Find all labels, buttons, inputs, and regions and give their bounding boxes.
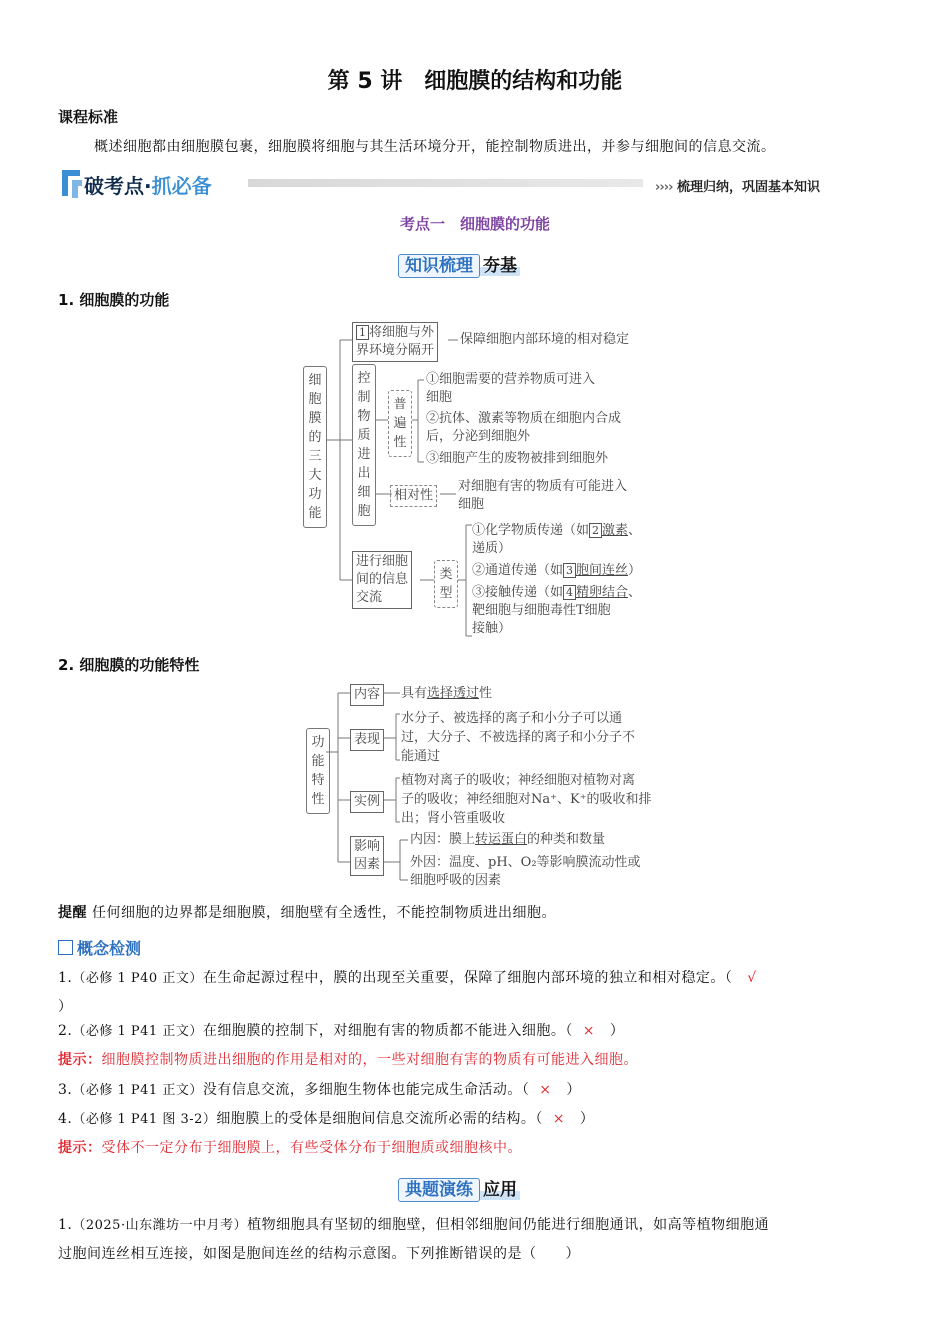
item4-close: ） [579,1111,595,1127]
question-1 [58,1211,898,1269]
sec1-root-box: 细胞膜的三大功能 [303,366,327,528]
r3-c: 出；肾小管重吸收 [401,811,506,826]
hint1-label: 提示： [58,1052,102,1068]
banner-title-b: 抓必备 [151,174,212,198]
concept-item-2 [58,1020,624,1040]
r4-1u: 转运蛋白 [475,832,528,847]
r4-1a: 内因：膜上 [410,832,476,847]
r4-box [350,836,384,876]
q1-line1: 植物细胞具有坚韧的细胞壁，但相邻细胞间仍能进行细胞通讯，如高等植物细胞通 [247,1217,770,1233]
concept-item-3 [58,1079,581,1099]
r1-pre: 具有 [401,686,428,701]
item1-num: 1. [58,970,73,986]
page-title: 第 5 讲 细胞膜的结构和功能 [327,69,623,94]
sec1-text: . 细胞膜的功能 [68,291,170,309]
hint-2 [58,1137,522,1157]
f1-b: 界环境分隔开 [356,343,435,358]
item3-mark: × [539,1082,552,1098]
concept-item-1 [58,964,898,1022]
sec2-num: 2 [58,656,69,674]
f1-desc: 保障细胞内部环境的相对稳定 [460,332,630,347]
item2-src: （必修 1 P41 正文） [72,1024,203,1039]
item2-close: ） [609,1023,625,1039]
sec1-num: 1 [58,291,69,309]
item3-num: 3. [58,1082,73,1098]
hint-1 [58,1049,638,1069]
standard-heading: 课程标准 [58,108,119,126]
item3-src: （必修 1 P41 正文） [72,1083,203,1098]
r3-b: 子的吸收；神经细胞对Na⁺、K⁺的吸收和排 [401,792,652,807]
hint2-text: 受体不一定分布于细胞膜上，有些受体分布于细胞质或细胞核中。 [101,1140,522,1156]
q1-src: （2025·山东潍坊一中月考） [72,1218,248,1233]
t3a: ③接触传递（如 [472,585,564,600]
pu1b: 细胞 [426,390,453,405]
reminder-label: 提醒 [58,905,87,921]
item1-mark: √ [747,970,757,986]
r4-1b: 的种类和数量 [527,832,606,847]
item2-num: 2. [58,1023,73,1039]
item1-text: 在生命起源过程中，膜的出现至关重要，保障了细胞内部环境的独立和相对稳定。（ [202,970,733,986]
xiang-a: 对细胞有害的物质有可能进入 [458,479,628,494]
type1-line2: 递质） [472,541,512,556]
banner-title-a: 破考点 [84,174,144,198]
lei-box: 类型 [434,560,458,608]
t2u: 胞间连丝 [576,563,629,578]
f3-a: 进行细胞 [356,554,409,569]
pu1a: ①细胞需要的营养物质可进入 [426,372,596,387]
r2-b: 过，大分子、不被选择的离子和小分子不 [401,730,636,745]
q1-num: 1. [58,1217,73,1233]
item3-text: 没有信息交流，多细胞生物体也能完成生命活动。（ [202,1082,530,1098]
t3e: 、 [628,585,642,600]
item1-src: （必修 1 P40 正文） [72,971,203,986]
hint2-label: 提示： [58,1140,102,1156]
r3-box: 实例 [350,791,384,813]
item4-mark: × [552,1111,566,1127]
f3-c: 交流 [356,590,383,605]
reminder-text: 任何细胞的边界都是细胞膜，细胞壁有全透性，不能控制物质进出细胞。 [91,905,556,921]
r2-box: 表现 [350,729,384,751]
sec2-root-box: 功能特性 [306,728,330,814]
r4-1 [410,831,605,849]
xiang-b: 细胞 [458,497,485,512]
reminder [58,902,556,922]
t3u: 精卵结合 [576,585,629,600]
r4a: 影响 [354,839,381,854]
r4b: 因素 [354,857,381,872]
kaodian-title: 考点一 细胞膜的功能 [399,215,550,233]
t1u: 激素 [602,523,629,538]
t2e: ） [628,563,642,578]
f1-num: 1 [356,325,369,340]
r1-box: 内容 [350,684,384,706]
banner-subtitle-text: 梳理归纳，巩固基本知识 [676,180,820,195]
r2-a: 水分子、被选择的离子和小分子可以通 [401,711,623,726]
r1-post: 性 [479,686,493,701]
t2a: ②通道传递（如 [472,563,564,578]
t1a: ①化学物质传递（如 [472,523,590,538]
item4-text: 细胞膜上的受体是细胞间信息交流所必需的结构。（ [216,1111,543,1127]
item2-mark: × [582,1023,595,1039]
item1-close: ） [58,999,73,1015]
tag-practice [398,1175,520,1200]
xiang-box: 相对性 [390,485,437,507]
checkbox-icon [58,940,73,955]
item3-close: ） [566,1082,581,1098]
concept-title [58,936,141,959]
tag-practice-box: 典题演练 [398,1178,480,1202]
r1-u: 选择透过 [427,686,480,701]
r2-c: 能通过 [401,749,441,764]
item4-num: 4. [58,1111,73,1127]
hint1-text: 细胞膜控制物质进出细胞的作用是相对的，一些对细胞有害的物质有可能进入细胞。 [101,1052,638,1068]
standard-text: 概述细胞都由细胞膜包裹，细胞膜将细胞与其生活环境分开，能控制物质进出，并参与细胞间的信息交流。 [94,139,776,155]
pu-box: 普遍性 [388,390,412,457]
t2n: 3 [563,563,576,578]
tag-knowledge-tail: 夯基 [480,256,520,276]
item2-text: 在细胞膜的控制下，对细胞有害的物质都不能进入细胞。（ [202,1023,573,1039]
concept-item-4 [58,1108,594,1128]
f1-a: 将细胞与外 [369,325,435,340]
tag-knowledge-box: 知识梳理 [398,254,480,278]
f2-box: 控制物质进出细胞 [352,364,376,526]
f3-b: 间的信息 [356,572,409,587]
r3-a: 植物对离子的吸收；神经细胞对植物对离 [401,773,636,788]
r1-text [401,685,492,703]
concept-title-text: 概念检测 [77,939,142,958]
t1n: 2 [589,523,602,538]
tag-practice-tail: 应用 [480,1180,520,1200]
sec2-text: . 细胞膜的功能特性 [68,656,200,674]
item4-src: （必修 1 P41 图 3-2） [72,1112,217,1127]
q1-line2: 过胞间连丝相互连接，如图是胞间连丝的结构示意图。下列推断错误的是（ ） [58,1246,580,1262]
pu2b: 后，分泌到细胞外 [426,429,531,444]
t1e: 、 [628,523,642,538]
pu3: ③细胞产生的废物被排到细胞外 [426,451,609,466]
banner-arrows-icon: ›››› [655,180,673,195]
pu2a: ②抗体、激素等物质在细胞内合成 [426,411,622,426]
banner-dot: · [144,174,152,198]
type3-line3: 接触） [472,621,512,636]
r4-2b: 细胞呼吸的因素 [410,873,502,888]
type3-line2: 靶细胞与细胞毒性T细胞 [472,603,611,618]
r4-2a: 外因：温度、pH、O₂等影响膜流动性或 [410,855,641,870]
t3n: 4 [563,585,576,600]
